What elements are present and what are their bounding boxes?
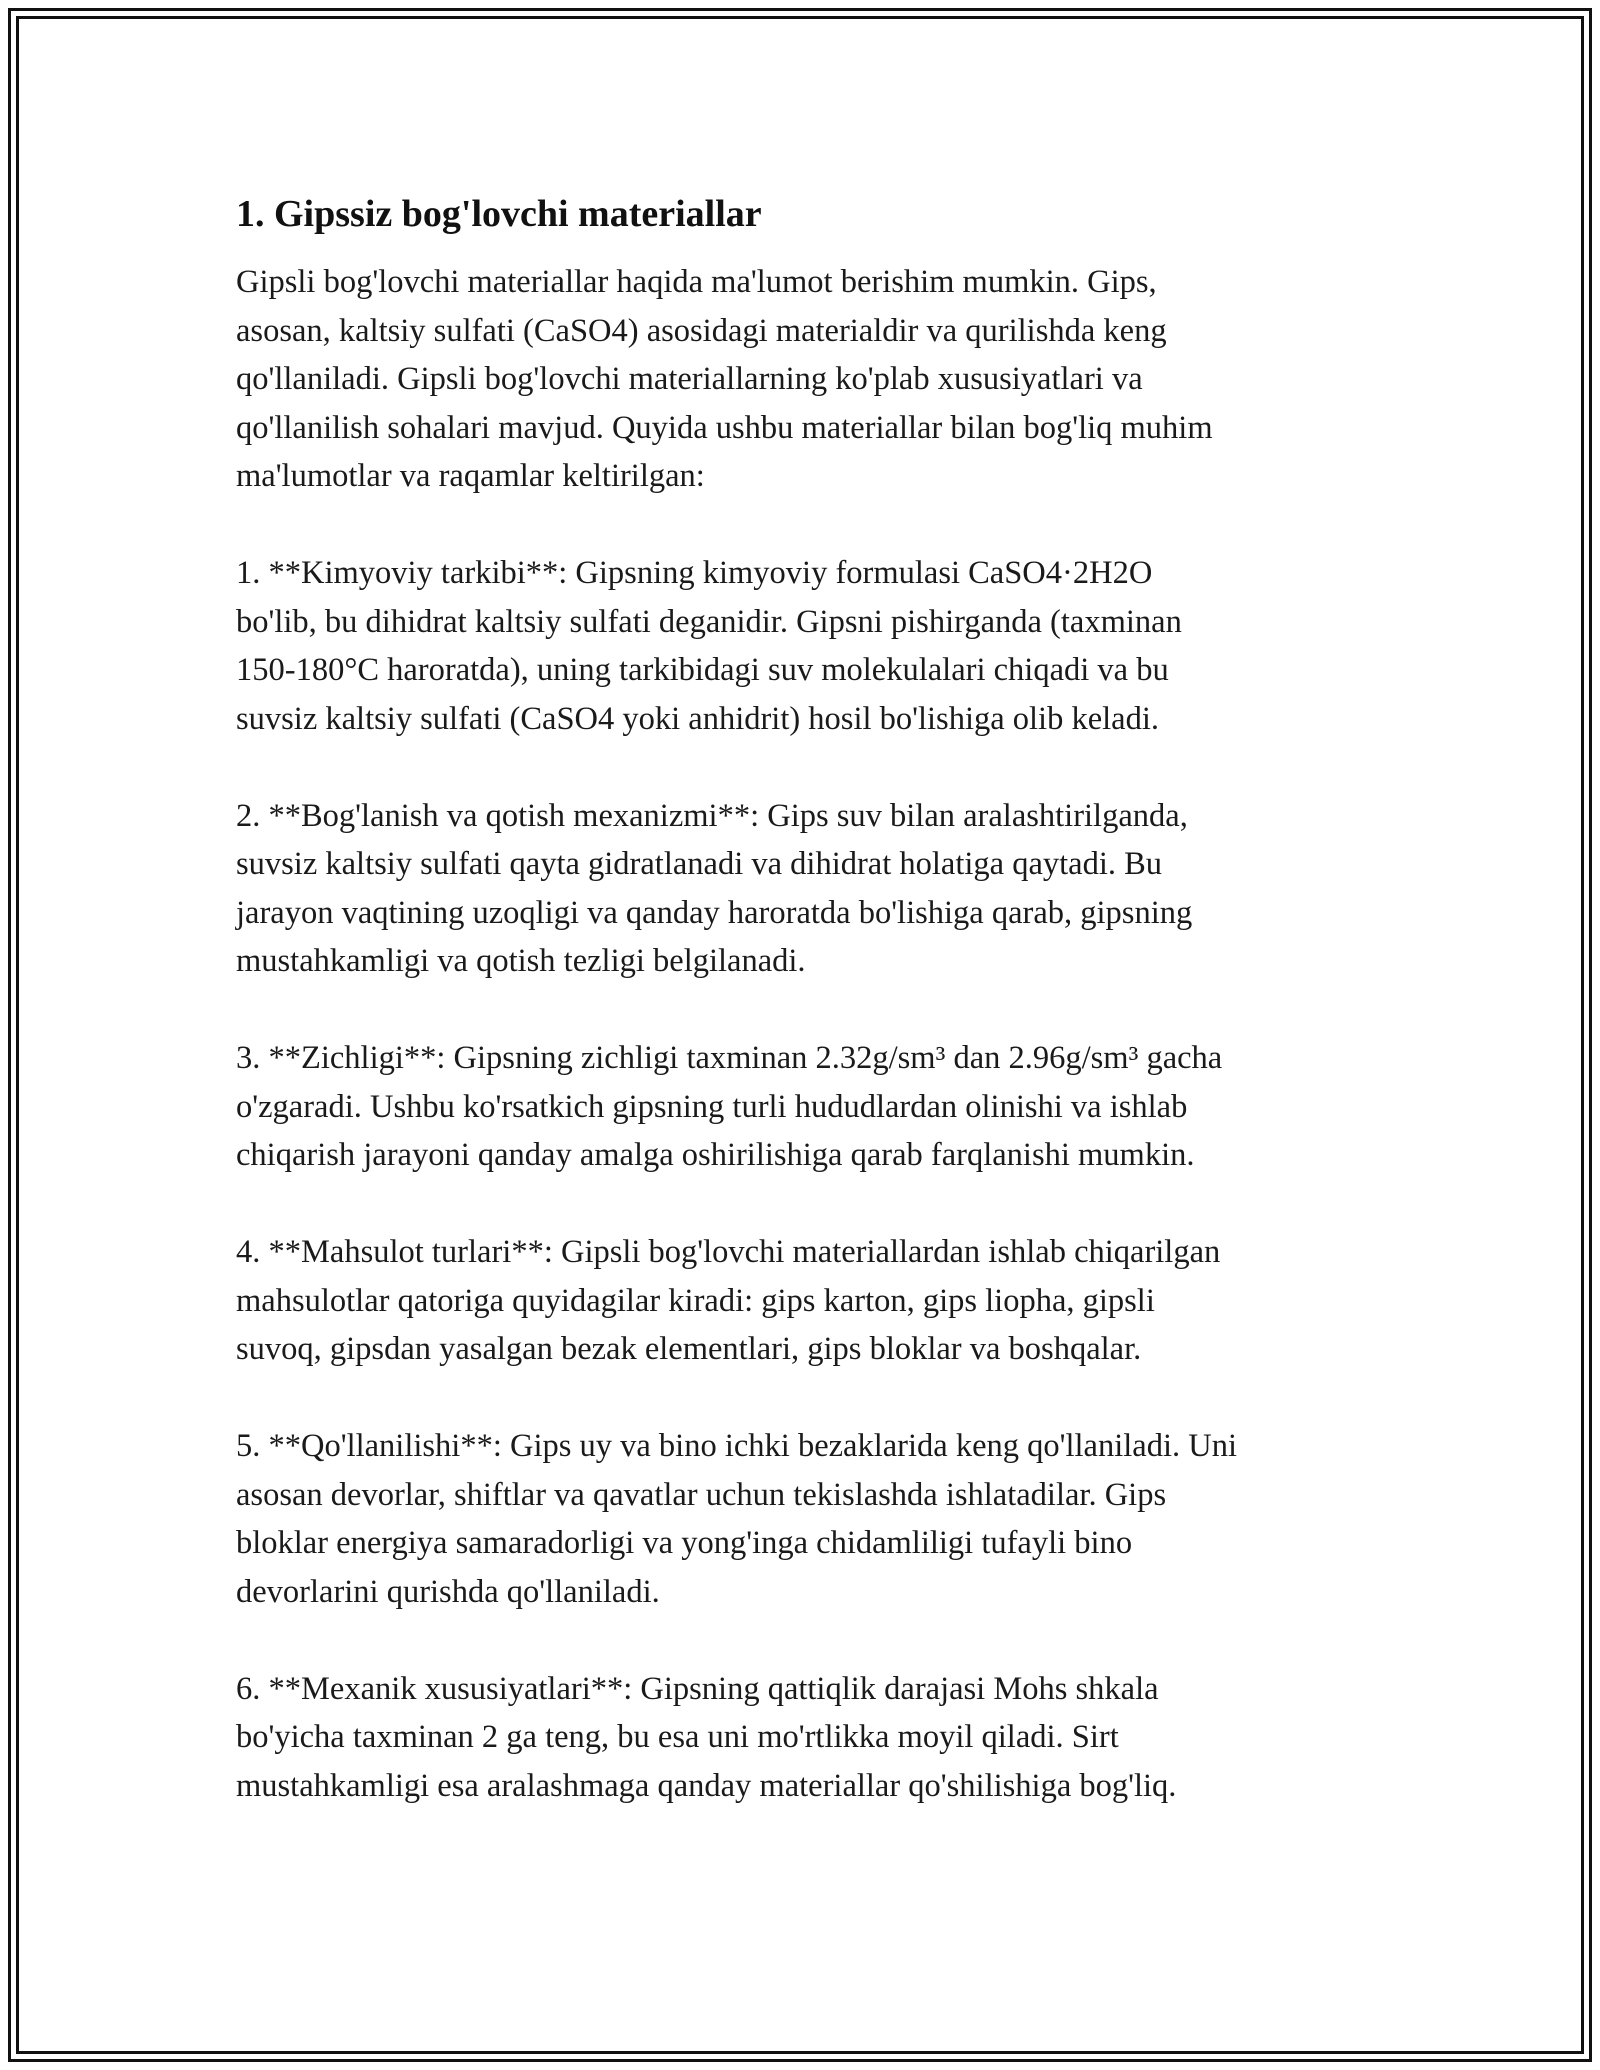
document-body [236,190,1376,1859]
intro-paragraph: Gipsli bog'lovchi materiallar haqida ma'lumot berishim mumkin. Gips, asosan, kaltsiy sulfati (CaSO4) asosidagi materialdir va qurilishda keng qo'llaniladi. Gipsli bog'lovchi materiallarning ko'plab xususiyatlari va qo'llanilish sohalari mavjud. Quyida ushbu materiallar bilan bog'liq muhim ma'lumotlar va raqamlar keltirilgan: [236,264,1213,494]
list-item-product-types: 4. **Mahsulot turlari**: Gipsli bog'lovchi materiallardan ishlab chiqarilgan mahsulotlar qatoriga quyidagilar kiradi: gips karton, gips liopha, gipsli suvoq, gipsdan yasalgan bezak elementlari, gips bloklar va boshqalar. [236,1234,1221,1367]
list-item-mechanical-properties: 6. **Mexanik xususiyatlari**: Gipsning qattiqlik darajasi Mohs shkala bo'yicha taxminan 2 ga teng, bu esa uni mo'rtlikka moyil qiladi. Sirt mustahkamligi esa aralashmaga qanday materiallar qo'shilishiga bog'liq. [236,1670,1177,1804]
list-item-chemical-composition: 1. **Kimyoviy tarkibi**: Gipsning kimyoviy formulasi CaSO4·2H2O bo'lib, bu dihidrat kaltsiy sulfati deganidir. Gipsni pishirganda (taxminan 150-180°C haroratda), uning tarkibidagi suv molekulalari chiqadi va bu suvsiz kaltsiy sulfati (CaSO4 yoki anhidrit) hosil bo'lishiga olib keladi. [236,555,1182,737]
list-item-applications: 5. **Qo'llanilishi**: Gips uy va bino ichki bezaklarida keng qo'llaniladi. Uni asosan devorlar, shiftlar va qavatlar uchun tekislashda ishlatadilar. Gips bloklar energiya samaradorligi va yong'inga chidamliligi tufayli bino devorlarini qurishda qo'llaniladi. [236,1428,1237,1610]
list-item-setting-mechanism: 2. **Bog'lanish va qotish mexanizmi**: Gips suv bilan aralashtirilganda, suvsiz kaltsiy sulfati qayta gidratlanadi va dihidrat holatiga qaytadi. Bu jarayon vaqtining uzoqligi va qanday haroratda bo'lishiga qarab, gipsning mustahkamligi va qotish tezligi belgilanadi. [236,797,1193,979]
document-title: 1. Gipssiz bog'lovchi materiallar [236,193,762,235]
list-item-density: 3. **Zichligi**: Gipsning zichligi taxminan 2.32g/sm³ dan 2.96g/sm³ gacha o'zgaradi. Ushbu ko'rsatkich gipsning turli hududlardan olinishi va ishlab chiqarish jarayoni qanday amalga oshirilishiga qarab farqlanishi mumkin. [236,1040,1223,1173]
